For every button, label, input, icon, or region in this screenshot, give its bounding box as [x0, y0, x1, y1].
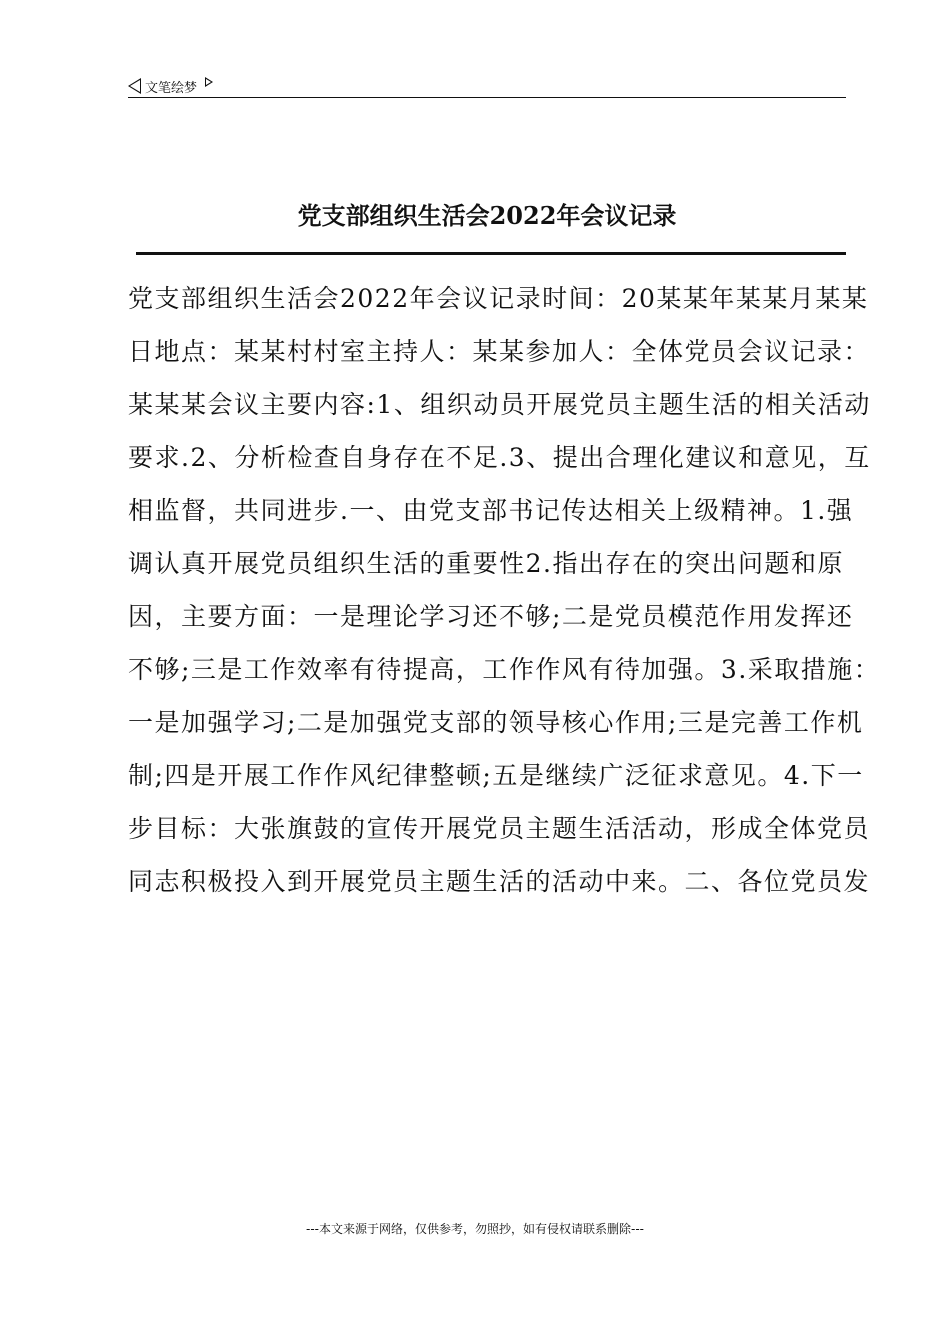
body-line: 某某某会议主要内容:1、组织动员开展党员主题生活的相关活动 — [128, 390, 871, 419]
body-line: 因，主要方面：一是理论学习还不够;二是党员模范作用发挥还 — [128, 602, 854, 631]
body-line: 调认真开展党员组织生活的重要性2.指出存在的突出问题和原 — [128, 549, 844, 578]
header-divider — [128, 97, 846, 98]
body-line: 同志积极投入到开展党员主题生活的活动中来。二、各位党员发 — [128, 867, 871, 896]
triangle-left-icon — [128, 78, 141, 94]
body-line: 要求.2、分析检查自身存在不足.3、提出合理化建议和意见，互 — [128, 443, 871, 472]
page-footer-notice: ---本文来源于网络，仅供参考，勿照抄，如有侵权请联系删除--- — [306, 1222, 644, 1236]
body-line: 相监督，共同进步.一、由党支部书记传达相关上级精神。1.强 — [128, 496, 854, 525]
body-line: 不够;三是工作效率有待提高，工作作风有待加强。3.采取措施： — [128, 655, 881, 684]
body-line: 党支部组织生活会2022年会议记录时间：20某某年某某月某某 — [128, 284, 869, 313]
header-label: 文笔绘梦 — [145, 80, 198, 96]
triangle-right-icon — [205, 77, 213, 87]
body-line: 步目标：大张旗鼓的宣传开展党员主题生活活动，形成全体党员 — [128, 814, 871, 843]
body-line: 日地点：某某村村室主持人：某某参加人：全体党员会议记录： — [128, 337, 871, 366]
document-title: 党支部组织生活会2022年会议记录 — [297, 201, 677, 230]
page-header — [128, 74, 213, 98]
document-body — [128, 272, 881, 908]
body-line: 制;四是开展工作作风纪律整顿;五是继续广泛征求意见。4.下一 — [128, 761, 864, 790]
body-line: 一是加强学习;二是加强党支部的领导核心作用;三是完善工作机 — [128, 708, 864, 737]
title-divider — [136, 252, 846, 255]
